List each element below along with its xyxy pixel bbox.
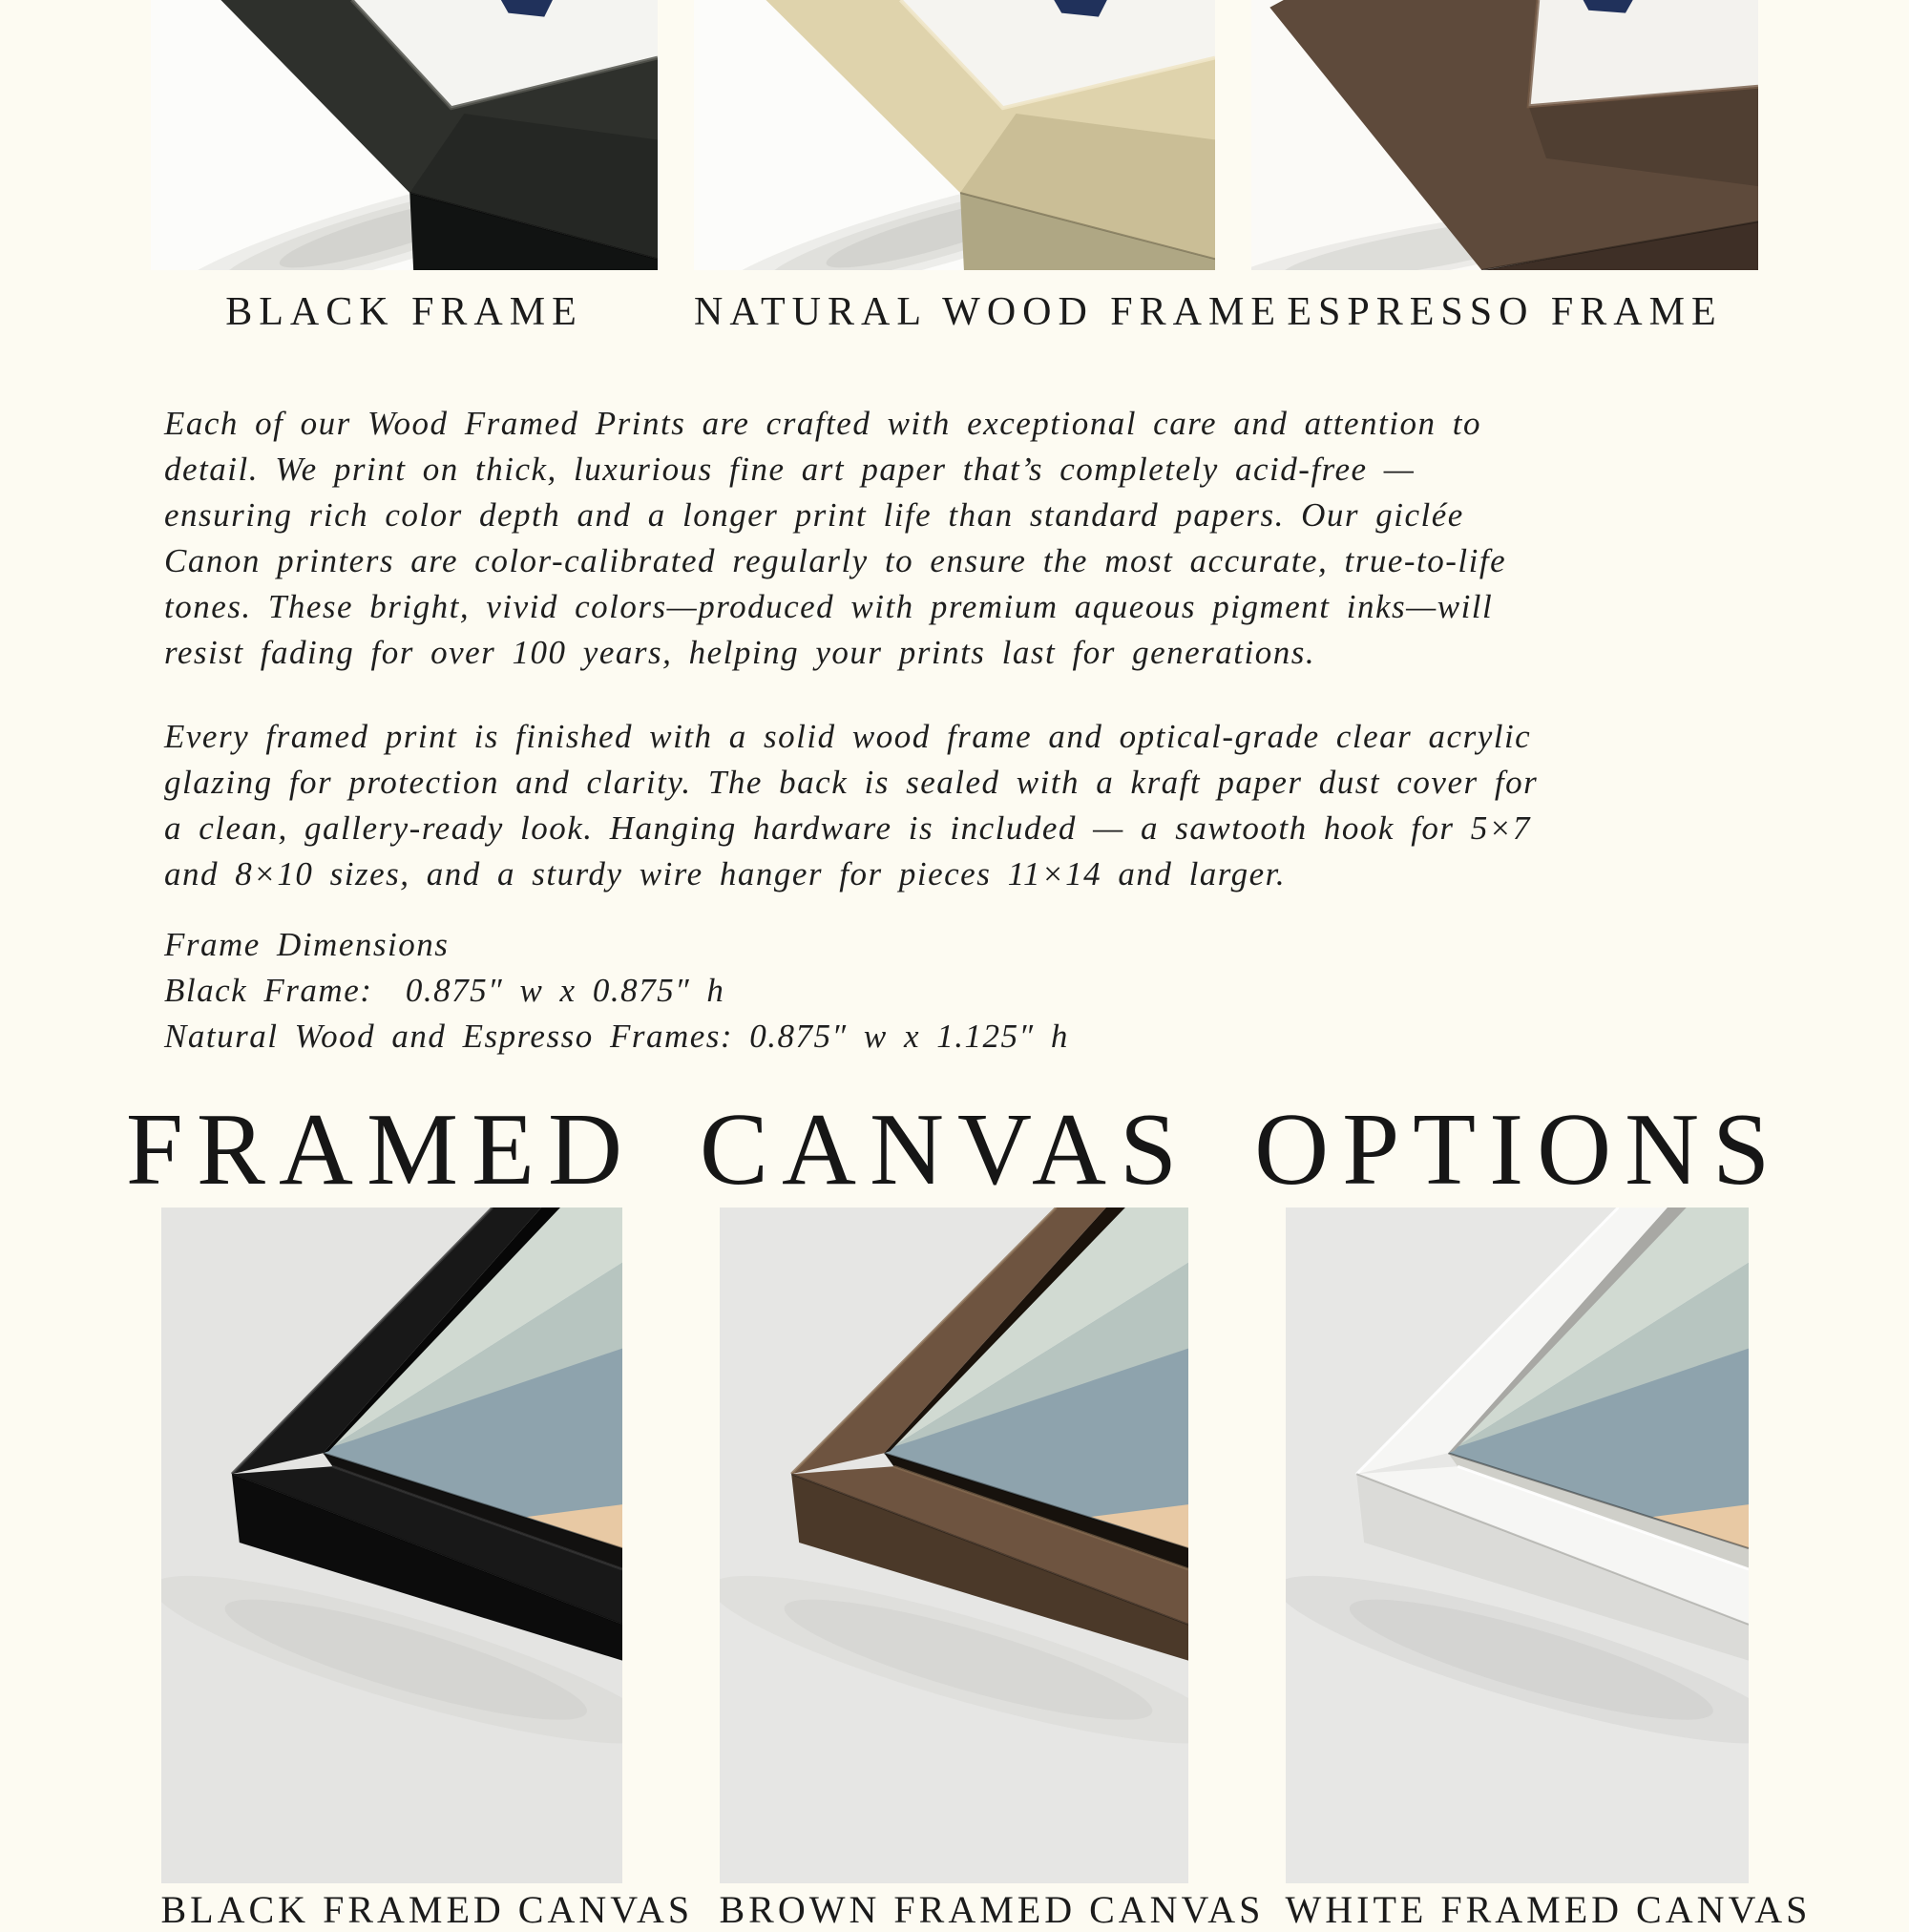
black-frame-photo-graphic <box>151 0 658 270</box>
text-line: Frame Dimensions <box>164 926 450 963</box>
text-line: detail. We print on thick, luxurious fine art paper that’s completely acid-free — <box>164 451 1416 488</box>
description-paragraph-2 <box>164 714 1710 897</box>
framed-canvas-photos-row <box>0 1208 1909 1883</box>
espresso-frame-photo-graphic <box>1251 0 1758 270</box>
brown-framed-canvas-photo <box>720 1208 1188 1883</box>
text-line: glazing for protection and clarity. The back is sealed with a kraft paper dust cover for <box>164 764 1539 801</box>
text-line: a clean, gallery-ready look. Hanging hardware is included — a sawtooth hook for 5×7 <box>164 809 1531 847</box>
brown-framed-canvas-label: BROWN FRAMED CANVAS <box>719 1888 1265 1931</box>
white-framed-canvas-graphic <box>1286 1208 1749 1883</box>
framed-canvas-labels-row <box>0 1888 1909 1932</box>
natural-wood-frame-photo-graphic <box>694 0 1215 270</box>
text-line: and 8×10 sizes, and a sturdy wire hanger for pieces 11×14 and larger. <box>164 855 1287 892</box>
text-line: tones. These bright, vivid colors—produced with premium aqueous pigment inks—will <box>164 588 1494 625</box>
text-line: Natural Wood and Espresso Frames: 0.875″ w x 1.125″ h <box>164 1018 1069 1055</box>
text-line: Canon printers are color-calibrated regularly to ensure the most accurate, true-to-life <box>164 542 1507 579</box>
text-line: Every framed print is finished with a solid wood frame and optical-grade clear acrylic <box>164 718 1532 755</box>
description-paragraph-1 <box>164 401 1710 676</box>
text-line: ensuring rich color depth and a longer print life than standard papers. Our giclée <box>164 496 1464 534</box>
wood-frame-labels-row <box>0 290 1909 334</box>
framed-canvas-options-heading: FRAMED CANVAS OPTIONS <box>125 1093 1784 1207</box>
espresso-frame-label: ESPRESSO FRAME <box>1287 290 1723 334</box>
white-framed-canvas-label: WHITE FRAMED CANVAS <box>1285 1888 1812 1931</box>
text-line: Each of our Wood Framed Prints are crafted with exceptional care and attention to <box>164 405 1481 442</box>
black-framed-canvas-label: BLACK FRAMED CANVAS <box>160 1888 694 1931</box>
black-frame-photo <box>151 0 658 270</box>
frame-dimensions-block <box>164 922 1710 1060</box>
white-framed-canvas-photo <box>1286 1208 1749 1883</box>
black-framed-canvas-graphic <box>161 1208 622 1883</box>
text-line: Black Frame: 0.875″ w x 0.875″ h <box>164 972 725 1009</box>
brown-framed-canvas-graphic <box>720 1208 1188 1883</box>
natural-wood-frame-photo <box>694 0 1215 270</box>
espresso-frame-photo <box>1251 0 1758 270</box>
text-line: resist fading for over 100 years, helping your prints last for generations. <box>164 634 1316 671</box>
wood-frame-photos-row <box>0 0 1909 270</box>
black-framed-canvas-photo <box>161 1208 622 1883</box>
black-frame-label: BLACK FRAME <box>225 290 583 334</box>
natural-wood-frame-label: NATURAL WOOD FRAME <box>694 290 1283 334</box>
